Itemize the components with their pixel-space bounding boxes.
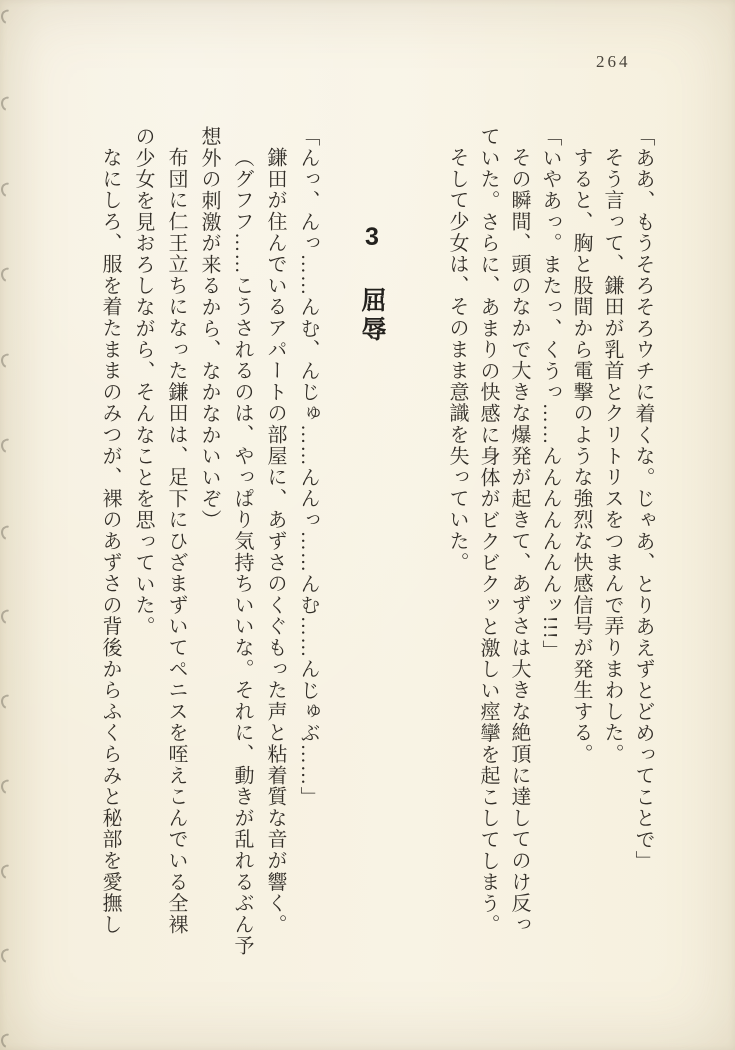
text-column: 「ああ、もうそろそろウチに着くな。じゃあ、とりあえずとどめってことで」: [632, 126, 654, 872]
binding-mark-icon: [0, 778, 15, 796]
binding-mark-icon: [0, 181, 15, 199]
binding-mark-icon: [0, 8, 15, 26]
text-column: の少女を見おろしながら、そんなことを思っていた。: [132, 126, 154, 638]
text-column: 想外の刺激が来るから、なかなかいいぞ）: [198, 126, 220, 531]
binding-mark-icon: [0, 266, 15, 284]
binding-mark-icon: [0, 693, 15, 711]
page-number: 264: [596, 52, 631, 71]
text-column: 「いやあっ。またっ、くうっ……んんんんんんんッ!!!」: [539, 126, 561, 662]
text-column: その瞬間、頭のなかで大きな爆発が起きて、あずさは大きな絶頂に達してのけ反っ: [508, 147, 530, 936]
text-column: 鎌田が住んでいるアパートの部屋に、あずさのくぐもった声と粘着質な音が響く。: [264, 147, 286, 936]
text-column: （グフフ……こうされるのは、やっぱり気持ちいいな。それに、動きが乱れるぶん予: [231, 147, 253, 957]
text-column: そして少女は、そのまま意識を失っていた。: [446, 147, 468, 573]
text-column: なにしろ、服を着たままのみつが、裸のあずさの背後からふくらみと秘部を愛撫し: [99, 147, 121, 936]
binding-mark-icon: [0, 437, 15, 455]
binding-mark-icon: [0, 352, 15, 370]
binding-mark-icon: [0, 947, 15, 965]
binding-mark-icon: [0, 524, 15, 542]
binding-mark-icon: [0, 863, 15, 881]
text-column: 「んっ、んっ……んむ、んじゅ……んんっ……んむ……んじゅぶ……」: [297, 126, 319, 808]
text-column: そう言って、鎌田が乳首とクリトリスをつまんで弄りまわした。: [601, 147, 623, 765]
text-column: ていた。さらに、あまりの快感に身体がビクビクッと激しい痙攣を起こしてしまう。: [477, 126, 499, 936]
text-column: すると、胸と股間から電撃のような強烈な快感信号が発生する。: [570, 147, 592, 765]
section-heading: 3 屈辱: [358, 223, 386, 345]
text-column: 布団に仁王立ちになった鎌田は、足下にひざまずいてペニスを咥えこんでいる全裸: [165, 147, 187, 936]
binding-mark-icon: [0, 1032, 15, 1050]
binding-mark-icon: [0, 95, 15, 113]
binding-mark-icon: [0, 608, 15, 626]
